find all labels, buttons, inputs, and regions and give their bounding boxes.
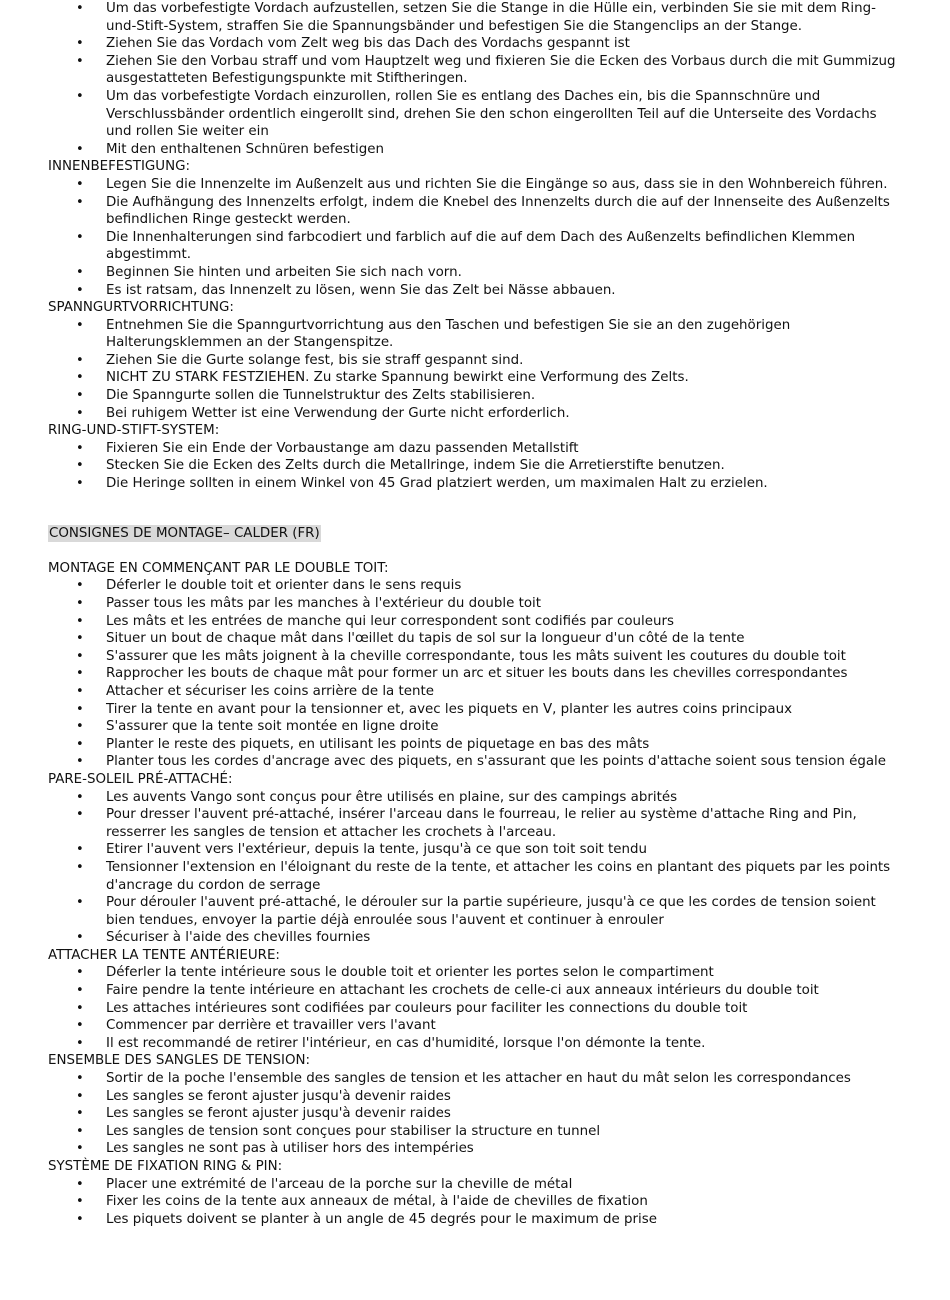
- bullet-list: [48, 964, 898, 1052]
- bullet-list: [48, 1176, 898, 1229]
- bullet-icon: •: [76, 683, 84, 699]
- list-item: [48, 317, 898, 352]
- section-heading: ENSEMBLE DES SANGLES DE TENSION:: [48, 1053, 311, 1069]
- list-item: [48, 1140, 898, 1158]
- bullet-list: [48, 789, 898, 947]
- list-item-text: Es ist ratsam, das Innenzelt zu lösen, wenn Sie das Zelt bei Nässe abbauen.: [106, 282, 616, 298]
- list-item: [48, 475, 898, 493]
- bullet-icon: •: [76, 666, 84, 682]
- bullet-icon: •: [76, 141, 84, 157]
- bullet-icon: •: [76, 613, 84, 629]
- list-item: [48, 613, 898, 631]
- bullet-icon: •: [76, 1123, 84, 1139]
- list-item-text: Ziehen Sie den Vorbau straff und vom Hauptzelt weg und fixieren Sie die Ecken des Vorbaus durch die mit Gummizug ausgestatteten Befestigungspunkte mit Stiftheringen.: [106, 53, 896, 87]
- list-item: [48, 88, 898, 141]
- bullet-icon: •: [76, 859, 84, 875]
- list-item: [48, 577, 898, 595]
- bullet-icon: •: [76, 264, 84, 280]
- list-item: [48, 387, 898, 405]
- list-item: [48, 841, 898, 859]
- section-heading: INNENBEFESTIGUNG:: [48, 159, 190, 175]
- bullet-list: [48, 0, 898, 158]
- list-item-text: Pour dérouler l'auvent pré-attaché, le dérouler sur la partie supérieure, jusqu'à ce que les cordes de tension soient bien tendues, envoyer la partie déjà enroulée sous l'auvent et continuer à enrouler: [106, 895, 876, 928]
- list-item-text: Ziehen Sie das Vordach vom Zelt weg bis das Dach des Vordachs gespannt ist: [106, 36, 630, 52]
- list-item: [48, 405, 898, 423]
- list-item-text: Planter le reste des piquets, en utilisant les points de piquetage en bas des mâts: [106, 736, 650, 752]
- list-item: [48, 1035, 898, 1053]
- bullet-list: [48, 1070, 898, 1158]
- list-item-text: Um das vorbefestigte Vordach aufzustellen, setzen Sie die Stange in die Hülle ein, verbinden Sie sie mit dem Ring-und-Stift-System, straffen Sie die Spannungsbänder und befestigen Sie die Stangenclips an der Stange.: [106, 1, 876, 34]
- list-item-text: Les sangles se feront ajuster jusqu'à devenir raides: [106, 1088, 451, 1104]
- bullet-icon: •: [76, 1000, 84, 1016]
- bullet-icon: •: [76, 596, 84, 611]
- list-item-text: Attacher et sécuriser les coins arrière de la tente: [106, 683, 434, 699]
- bullet-icon: •: [76, 930, 84, 946]
- bullet-icon: •: [76, 807, 84, 823]
- list-item: [48, 753, 898, 771]
- list-item: [48, 1193, 898, 1211]
- list-item-text: Die Innenhalterungen sind farbcodiert und farblich auf die auf dem Dach des Außenzelts befindlichen Klemmen abgestimmt.: [106, 229, 856, 263]
- list-item-text: NICHT ZU STARK FESTZIEHEN. Zu starke Spannung bewirkt eine Verformung des Zelts.: [106, 370, 689, 386]
- list-item: [48, 929, 898, 947]
- list-item-text: Etirer l'auvent vers l'extérieur, depuis la tente, jusqu'à ce que son toit soit tendu: [106, 842, 648, 858]
- list-item-text: Situer un bout de chaque mât dans l'œillet du tapis de sol sur la longueur d'un côté de la tente: [106, 631, 745, 647]
- list-item-text: Die Aufhängung des Innenzelts erfolgt, indem die Knebel des Innenzelts durch die auf der Innenseite des Außenzelts befindlichen Ringe gesteckt werden.: [106, 194, 890, 228]
- list-item-text: Entnehmen Sie die Spanngurtvorrichtung aus den Taschen und befestigen Sie sie an den zugehörigen Halterungsklemmen an der Stangenspitze.: [106, 317, 791, 351]
- list-item: [48, 964, 898, 982]
- bullet-icon: •: [76, 229, 84, 245]
- bullet-icon: •: [76, 965, 84, 981]
- list-item-text: Les sangles ne sont pas à utiliser hors des intempéries: [106, 1141, 474, 1157]
- list-item: [48, 701, 898, 719]
- list-item: [48, 264, 898, 282]
- list-item-text: Sécuriser à l'aide des chevilles fournies: [106, 930, 371, 946]
- list-item: [48, 1211, 898, 1229]
- list-item: [48, 53, 898, 88]
- section-heading: ATTACHER LA TENTE ANTÉRIEURE:: [48, 947, 280, 963]
- bullet-icon: •: [76, 895, 84, 911]
- list-item-text: Les sangles se feront ajuster jusqu'à devenir raides: [106, 1106, 451, 1122]
- list-item-text: Legen Sie die Innenzelte im Außenzelt aus und richten Sie die Eingänge so aus, dass sie in den Wohnbereich führen.: [106, 176, 888, 192]
- document-title-row: [48, 525, 898, 543]
- bullet-icon: •: [76, 1035, 84, 1051]
- section-heading: RING-UND-STIFT-SYSTEM:: [48, 423, 220, 439]
- list-item-text: Bei ruhigem Wetter ist eine Verwendung der Gurte nicht erforderlich.: [106, 405, 570, 421]
- bullet-icon: •: [76, 1088, 84, 1104]
- list-item: [48, 1105, 898, 1123]
- list-item: [48, 440, 898, 458]
- bullet-icon: •: [76, 1211, 84, 1227]
- list-item-text: Déferler le double toit et orienter dans le sens requis: [106, 578, 462, 594]
- list-item: [48, 1070, 898, 1088]
- list-item-text: Fixer les coins de la tente aux anneaux de métal, à l'aide de chevilles de fixation: [106, 1194, 648, 1210]
- list-item-text: S'assurer que la tente soit montée en ligne droite: [106, 719, 439, 735]
- list-item-text: Tirer la tente en avant pour la tensionner et, avec les piquets en V, planter les autres coins principaux: [106, 701, 793, 717]
- bullet-icon: •: [76, 476, 84, 492]
- list-item-text: Les auvents Vango sont conçus pour être utilisés en plaine, sur des campings abrités: [106, 789, 678, 805]
- bullet-icon: •: [76, 1106, 84, 1122]
- list-item-text: Die Heringe sollten in einem Winkel von 45 Grad platziert werden, um maximalen Halt zu erzielen.: [106, 476, 768, 492]
- list-item: [48, 229, 898, 264]
- document-title: CONSIGNES DE MONTAGE– CALDER (FR): [49, 525, 320, 541]
- list-item-text: Faire pendre la tente intérieure en attachant les crochets de celle-ci aux anneaux intérieurs du double toit: [106, 983, 819, 999]
- bullet-icon: •: [76, 317, 84, 333]
- list-item-text: Les attaches intérieures sont codifiées par couleurs pour faciliter les connections du double toit: [106, 1000, 748, 1016]
- list-item-text: Ziehen Sie die Gurte solange fest, bis sie straff gespannt sind.: [106, 352, 524, 368]
- list-item: [48, 595, 898, 613]
- list-item-text: Fixieren Sie ein Ende der Vorbaustange am dazu passenden Metallstift: [106, 440, 579, 456]
- bullet-icon: •: [76, 1176, 84, 1192]
- bullet-icon: •: [76, 983, 84, 999]
- document-page: [48, 0, 898, 1228]
- list-item: [48, 0, 898, 35]
- bullet-icon: •: [76, 789, 84, 805]
- list-item: [48, 352, 898, 370]
- bullet-icon: •: [76, 36, 84, 52]
- bullet-list: [48, 317, 898, 423]
- list-item-text: Stecken Sie die Ecken des Zelts durch die Metallringe, indem Sie die Arretierstifte benutzen.: [106, 458, 725, 474]
- bullet-icon: •: [76, 405, 84, 421]
- bullet-icon: •: [76, 176, 84, 192]
- list-item: [48, 1017, 898, 1035]
- section-heading: MONTAGE EN COMMENÇANT PAR LE DOUBLE TOIT:: [48, 560, 389, 576]
- bullet-icon: •: [76, 754, 84, 770]
- list-item: [48, 194, 898, 229]
- spacer: [48, 542, 898, 560]
- bullet-icon: •: [76, 578, 84, 594]
- list-item-text: Tensionner l'extension en l'éloignant du reste de la tente, et attacher les coins en plantant des piquets par les points d'ancrage du cordon de serrage: [106, 859, 891, 893]
- list-item-text: Il est recommandé de retirer l'intérieur, en cas d'humidité, lorsque l'on démonte la tente.: [106, 1035, 706, 1051]
- list-item-text: Beginnen Sie hinten und arbeiten Sie sich nach vorn.: [106, 264, 462, 280]
- list-item-text: Les sangles de tension sont conçues pour stabiliser la structure en tunnel: [106, 1123, 601, 1139]
- list-item: [48, 648, 898, 666]
- list-item: [48, 665, 898, 683]
- bullet-icon: •: [76, 388, 84, 404]
- list-item-text: Pour dresser l'auvent pré-attaché, insérer l'arceau dans le fourreau, le relier au système d'attache Ring and Pin, resserrer les sangles de tension et attacher les crochets à l'arceau.: [106, 807, 857, 840]
- list-item: [48, 789, 898, 807]
- list-item: [48, 176, 898, 194]
- list-item-text: Sortir de la poche l'ensemble des sangles de tension et les attacher en haut du mât selon les correspondances: [106, 1071, 851, 1087]
- list-item: [48, 736, 898, 754]
- list-item-text: Um das vorbefestigte Vordach einzurollen, rollen Sie es entlang des Daches ein, bis die Spannschnüre und Verschlussbänder ordentlich eingerollt sind, drehen Sie den schon eingerollten Teil auf die Unterseite des Vordachs und rollen Sie weiter ein: [106, 88, 877, 140]
- list-item-text: Les piquets doivent se planter à un angle de 45 degrés pour le maximum de prise: [106, 1211, 657, 1227]
- list-item: [48, 282, 898, 300]
- list-item: [48, 718, 898, 736]
- list-item: [48, 457, 898, 475]
- list-item-text: Mit den enthaltenen Schnüren befestigen: [106, 141, 384, 157]
- bullet-icon: •: [76, 53, 84, 69]
- list-item-text: S'assurer que les mâts joignent à la cheville correspondante, tous les mâts suivent les coutures du double toit: [106, 648, 846, 664]
- bullet-icon: •: [76, 842, 84, 858]
- bullet-icon: •: [76, 194, 84, 210]
- list-item: [48, 1176, 898, 1194]
- list-item-text: Commencer par derrière et travailler vers l'avant: [106, 1018, 436, 1034]
- section-heading: SYSTÈME DE FIXATION RING & PIN:: [48, 1159, 283, 1174]
- bullet-list: [48, 440, 898, 493]
- bullet-icon: •: [76, 736, 84, 752]
- bullet-icon: •: [76, 701, 84, 717]
- list-item: [48, 806, 898, 841]
- spacer: [48, 493, 898, 525]
- list-item: [48, 35, 898, 53]
- list-item-text: Rapprocher les bouts de chaque mât pour former un arc et situer les bouts dans les chevilles correspondantes: [106, 666, 848, 682]
- list-item: [48, 894, 898, 929]
- list-item-text: Déferler la tente intérieure sous le double toit et orienter les portes selon le compartiment: [106, 965, 714, 981]
- bullet-icon: •: [76, 458, 84, 474]
- bullet-icon: •: [76, 648, 84, 664]
- list-item: [48, 683, 898, 701]
- list-item: [48, 1123, 898, 1141]
- list-item: [48, 630, 898, 648]
- bullet-icon: •: [76, 352, 84, 368]
- list-item: [48, 859, 898, 894]
- bullet-icon: •: [76, 88, 84, 104]
- bullet-icon: •: [76, 440, 84, 456]
- list-item: [48, 141, 898, 159]
- bullet-list: [48, 176, 898, 299]
- bullet-icon: •: [76, 370, 84, 386]
- list-item: [48, 982, 898, 1000]
- list-item-text: Les mâts et les entrées de manche qui leur correspondent sont codifiés par couleurs: [106, 613, 674, 629]
- list-item-text: Placer une extrémité de l'arceau de la porche sur la cheville de métal: [106, 1176, 573, 1192]
- list-item-text: Die Spanngurte sollen die Tunnelstruktur des Zelts stabilisieren.: [106, 388, 536, 404]
- bullet-icon: •: [76, 631, 84, 647]
- bullet-icon: •: [76, 1194, 84, 1210]
- bullet-icon: •: [76, 1141, 84, 1157]
- bullet-icon: •: [76, 1, 84, 16]
- list-item-text: Passer tous les mâts par les manches à l'extérieur du double toit: [106, 596, 541, 611]
- bullet-icon: •: [76, 1071, 84, 1087]
- section-heading: PARE-SOLEIL PRÉ-ATTACHÉ:: [48, 771, 233, 787]
- bullet-icon: •: [76, 719, 84, 735]
- list-item: [48, 369, 898, 387]
- bullet-icon: •: [76, 1018, 84, 1034]
- list-item-text: Planter tous les cordes d'ancrage avec des piquets, en s'assurant que les points d'attache soient sous tension égale: [106, 754, 886, 770]
- section-heading: SPANNGURTVORRICHTUNG:: [48, 300, 234, 316]
- bullet-list: [48, 577, 898, 771]
- list-item: [48, 1000, 898, 1018]
- list-item: [48, 1088, 898, 1106]
- bullet-icon: •: [76, 282, 84, 298]
